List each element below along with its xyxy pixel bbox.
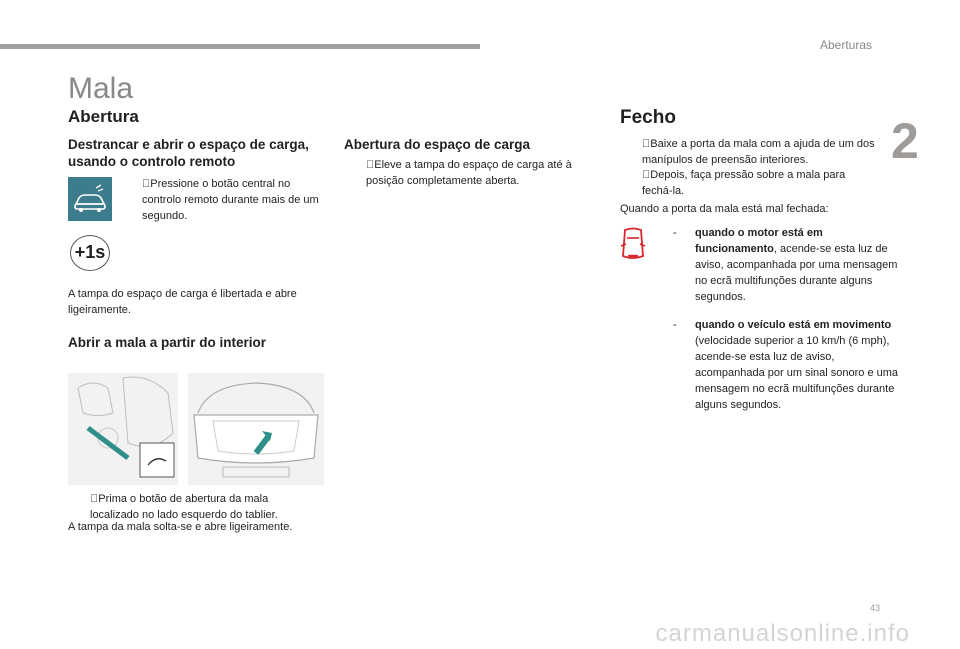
chapter-number: 2 <box>891 113 919 169</box>
bullet-opening: Eleve a tampa do espaço de carga até à posição completamente aberta. <box>366 159 572 187</box>
subheading-remote: Destrancar e abrir o espaço de carga, usando o controlo remoto <box>68 137 309 169</box>
page-number: 43 <box>869 603 880 613</box>
bullet-interior: Prima o botão de abertura da mala localizado no lado esquerdo do tablier. <box>90 493 278 521</box>
paragraph-interior: A tampa da mala solta-se e abre ligeiramente. <box>68 521 293 533</box>
bullet-remote: Pressione o botão central no controlo remoto durante mais de um segundo. <box>142 178 319 222</box>
paragraph-badly-closed: Quando a porta da mala está mal fechada: <box>620 203 829 215</box>
tailgate-illustration <box>188 373 324 485</box>
remote-car-icon <box>68 177 112 221</box>
header-bar <box>0 44 480 49</box>
dashboard-button-illustration <box>68 373 178 485</box>
subheading-interior: Abrir a mala a partir do interior <box>68 335 267 350</box>
watermark: carmanualsonline.info <box>655 620 910 647</box>
tailgate-open-warning-icon <box>619 226 647 262</box>
bullet-close-2: Depois, faça pressão sobre a mala para fechá-la. <box>642 169 846 197</box>
one-second-icon: +1s <box>68 235 110 271</box>
paragraph-released: A tampa do espaço de carga é libertada e abre ligeiramente. <box>68 288 297 316</box>
section-title: Aberturas <box>819 38 872 52</box>
bullet-close-1: Baixe a porta da mala com a ajuda de um dos manípulos de preensão interiores. <box>642 138 875 166</box>
heading-fecho: Fecho <box>620 107 676 128</box>
list-item: - quando o veículo está em movimento (velocidade superior a 10 km/h (6 mph), acende-se esta luz de aviso, acompanhada por um sinal sonoro e uma mensagem no ecrã multifunções durante alguns segundos. <box>673 319 899 411</box>
subheading-opening: Abertura do espaço de carga <box>344 137 531 152</box>
page-title: Mala <box>68 72 134 105</box>
heading-abertura: Abertura <box>68 107 139 126</box>
list-item: - quando o motor está em funcionamento, acende-se esta luz de aviso, acompanhada por uma mensagem no ecrã multifunções durante alguns segundos. <box>673 227 898 303</box>
